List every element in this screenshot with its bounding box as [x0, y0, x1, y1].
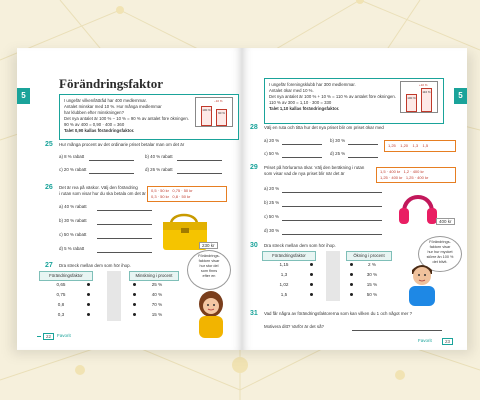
- question-text: som visar vad de nya priset blir när det är: [264, 171, 345, 176]
- chapter-tab: 5: [17, 88, 30, 104]
- answer-line[interactable]: [348, 157, 378, 158]
- percent-cell: 15 %: [366, 282, 378, 287]
- option-label: d) 25 %: [330, 151, 346, 156]
- answer-line[interactable]: [97, 252, 152, 253]
- match-dot[interactable]: [310, 273, 313, 276]
- factor-cell: 1,15: [279, 262, 289, 267]
- page-number: 22: [43, 333, 54, 340]
- info-line: Antalet minskar med 10 %. Hur många medlemmar: [64, 104, 162, 109]
- page-number: 23: [442, 338, 453, 345]
- page-title: Förändringsfaktor: [59, 76, 163, 91]
- match-dot[interactable]: [133, 283, 136, 286]
- matching-gap: [107, 271, 121, 321]
- match-dot[interactable]: [350, 293, 353, 296]
- diagram-bar: [216, 109, 227, 126]
- speech-line: faktorn visar: [198, 259, 220, 263]
- percent-cell: 40 %: [151, 292, 163, 297]
- answer-line[interactable]: [89, 173, 134, 174]
- info-line: har klubben efter minskningen?: [64, 110, 124, 115]
- speech-line: hur hur mycket: [427, 250, 453, 254]
- option-label: a) 20 %: [264, 138, 280, 143]
- hint-item: 0,75 · 50 kr: [172, 188, 193, 193]
- info-line: I ungefär foreningsklubb har 300 medlemmar.: [269, 82, 356, 87]
- option-label: b) 40 % rabatt: [145, 154, 173, 159]
- answer-line[interactable]: [282, 157, 322, 158]
- diagram-change-label: +10 %: [419, 83, 428, 87]
- speech-line: hur stor del: [199, 264, 219, 268]
- option-label: a) 40 % rabatt: [59, 204, 87, 209]
- option-label: c) 50 %: [264, 214, 279, 219]
- question-text: i rutan som visar hur du ska betala om det är: [59, 191, 146, 196]
- headphones-icon: [396, 186, 440, 228]
- hint-item: 1,2 · 400 kr: [403, 169, 424, 174]
- percent-diagram: [400, 81, 438, 113]
- diagram-change-label: −10 %: [214, 99, 223, 103]
- left-page: [17, 48, 242, 350]
- question-text: Dra streck mellan dem som hör ihop.: [59, 263, 131, 268]
- percent-cell: 70 %: [151, 302, 163, 307]
- info-box: [59, 94, 239, 140]
- option-label: c) 50 % rabatt: [59, 232, 87, 237]
- info-line: I ungefär vilken/lättråd har 400 medlemmar.: [64, 98, 147, 103]
- table-header: Förändringsfaktor: [262, 251, 316, 261]
- match-dot[interactable]: [350, 263, 353, 266]
- chip: 1,25: [388, 143, 396, 148]
- factor-cell: 0,75: [56, 292, 66, 297]
- chip: 1,20: [400, 143, 409, 148]
- question-text: Hur många procent av det ordinarie priset betalar man om det är: [59, 142, 185, 147]
- option-label: a) 20 %: [264, 186, 280, 191]
- question-number: 29: [250, 164, 258, 171]
- option-label: c) 20 % rabatt: [59, 167, 87, 172]
- question-text: Det är rea på väskor. Välj den förändring: [59, 185, 138, 190]
- chips-box: [384, 140, 456, 152]
- option-label: c) 50 %: [264, 151, 279, 156]
- diagram-label: 100 %: [407, 96, 416, 100]
- info-line: Det nya antalet är 100 % − 10 % = 90 % av antalet före ökningen.: [64, 116, 189, 121]
- match-dot[interactable]: [350, 283, 353, 286]
- info-line: Det nya antalet är 100 % + 10 % = 110 % av antalet före ökningen.: [269, 94, 397, 99]
- hint-item: 0,3 · 50 kr: [151, 194, 170, 199]
- hint-item: 1,5 · 400 kr: [380, 169, 401, 174]
- price-tag: 230 kr: [199, 242, 218, 249]
- chapter-tab: 5: [454, 88, 467, 104]
- question-number: 25: [45, 141, 53, 148]
- question-number: 27: [45, 262, 53, 269]
- match-dot[interactable]: [350, 273, 353, 276]
- match-dot[interactable]: [133, 313, 136, 316]
- boy-illustration-icon: [402, 258, 442, 306]
- diagram-bar: [406, 94, 417, 112]
- diagram-label: 100 %: [202, 108, 211, 112]
- table-header: Förändringsfaktor: [39, 271, 93, 281]
- table-header: Minskning i procent: [129, 271, 179, 281]
- diagram-bar: [421, 88, 432, 112]
- answer-line[interactable]: [177, 160, 222, 161]
- percent-cell: 2 %: [368, 262, 376, 267]
- question-number: 26: [45, 184, 53, 191]
- answer-line[interactable]: [282, 144, 322, 145]
- percent-diagram: [195, 97, 233, 127]
- answer-line[interactable]: [177, 173, 222, 174]
- footer-rule: [37, 336, 41, 337]
- answer-line[interactable]: [97, 238, 152, 239]
- diagram-label: 90 %: [218, 111, 225, 115]
- factor-cell: 1,5: [280, 292, 288, 297]
- table-header: Ökning i procent: [346, 251, 392, 261]
- answer-line[interactable]: [97, 210, 152, 211]
- option-label: b) 30 % rabatt: [59, 218, 87, 223]
- answer-line[interactable]: [352, 330, 442, 331]
- footer-brand: Favorit: [418, 338, 432, 343]
- percent-cell: 15 %: [151, 312, 163, 317]
- speech-line: som finns: [200, 269, 218, 273]
- diagram-label: 110 %: [422, 90, 431, 94]
- info-line: Talet 1,10 kallas förändringsfaktor.: [269, 106, 340, 111]
- match-dot[interactable]: [310, 293, 313, 296]
- speech-line: faktorn visar: [429, 245, 451, 249]
- info-line: 90 % av 400 = 0,90 · 400 = 360: [64, 122, 125, 127]
- hint-item: 1,25 · 400 kr: [405, 175, 429, 180]
- factor-cell: 0,3: [57, 312, 65, 317]
- match-dot[interactable]: [133, 303, 136, 306]
- price-tag: 400 kr: [436, 218, 455, 225]
- factor-cell: 0,8: [57, 302, 65, 307]
- option-label: d) 26 % rabatt: [145, 167, 173, 172]
- answer-line[interactable]: [348, 144, 378, 145]
- girl-illustration-icon: [191, 288, 231, 338]
- hint-box: [376, 167, 456, 183]
- right-page: [242, 48, 467, 350]
- factor-cell: 0,65: [56, 282, 66, 287]
- question-text: Vad får några av förändringsfaktorerna som kan vilken du 1 och något mer ?: [264, 311, 413, 316]
- chip: 1,5: [422, 143, 429, 148]
- match-dot[interactable]: [133, 293, 136, 296]
- match-dot[interactable]: [87, 303, 90, 306]
- match-dot[interactable]: [87, 313, 90, 316]
- hint-item: 0,5 · 50 kr: [151, 188, 170, 193]
- footer-brand: Favorit: [57, 333, 71, 338]
- diagram-bar: [201, 106, 212, 126]
- hint-item: 1,25 · 400 kr: [380, 175, 403, 180]
- match-dot[interactable]: [87, 283, 90, 286]
- speech-line: större än 100 %: [426, 255, 454, 259]
- factor-cell: 1,3: [280, 272, 288, 277]
- info-line: 110 % av 300 = 1,10 · 300 = 330: [269, 100, 332, 105]
- answer-line[interactable]: [282, 234, 382, 235]
- answer-line[interactable]: [89, 160, 134, 161]
- match-dot[interactable]: [87, 293, 90, 296]
- factor-cell: 1,02: [279, 282, 289, 287]
- option-label: d) 5 % rabatt: [59, 246, 85, 251]
- option-label: d) 30 %: [264, 228, 280, 233]
- percent-cell: 50 %: [366, 292, 378, 297]
- answer-line[interactable]: [282, 220, 382, 221]
- speech-bubble: [187, 250, 231, 290]
- info-line: Talet 0,90 kallas förändringsfaktor.: [64, 128, 135, 133]
- percent-cell: 30 %: [366, 272, 378, 277]
- speech-line: det blivit.: [432, 260, 448, 264]
- info-box: [264, 78, 444, 124]
- option-label: b) 25 %: [264, 200, 280, 205]
- percent-cell: 25 %: [151, 282, 163, 287]
- chip: 1,3: [412, 143, 419, 148]
- matching-gap: [326, 251, 340, 301]
- question-text: Priset på hörlurarna ökar. Välj den beräkning i rutan: [264, 165, 365, 170]
- question-text: Motivera ditt? Varför är det så?: [264, 324, 324, 329]
- answer-line[interactable]: [282, 206, 382, 207]
- question-number: 31: [250, 310, 258, 317]
- speech-line: Förändrings-: [429, 240, 451, 244]
- match-dot[interactable]: [310, 283, 313, 286]
- hint-item: 0,8 · 50 kr: [172, 194, 191, 199]
- question-number: 30: [250, 242, 258, 249]
- question-text: Välj en ruta och titta hur det nya priset blir om priset ökar med: [264, 125, 384, 130]
- answer-line[interactable]: [97, 224, 152, 225]
- speech-line: efter en: [202, 274, 216, 278]
- speech-line: Förändrings-: [198, 254, 220, 258]
- hint-box: [147, 186, 227, 202]
- option-label: b) 30 %: [330, 138, 346, 143]
- option-label: a) 8 % rabatt: [59, 154, 85, 159]
- info-line: Antalet ökar med 10 %.: [269, 88, 314, 93]
- question-number: 28: [250, 124, 258, 131]
- match-dot[interactable]: [310, 263, 313, 266]
- answer-line[interactable]: [282, 192, 382, 193]
- question-text: Dra streck mellan dem som hör ihop.: [264, 243, 336, 248]
